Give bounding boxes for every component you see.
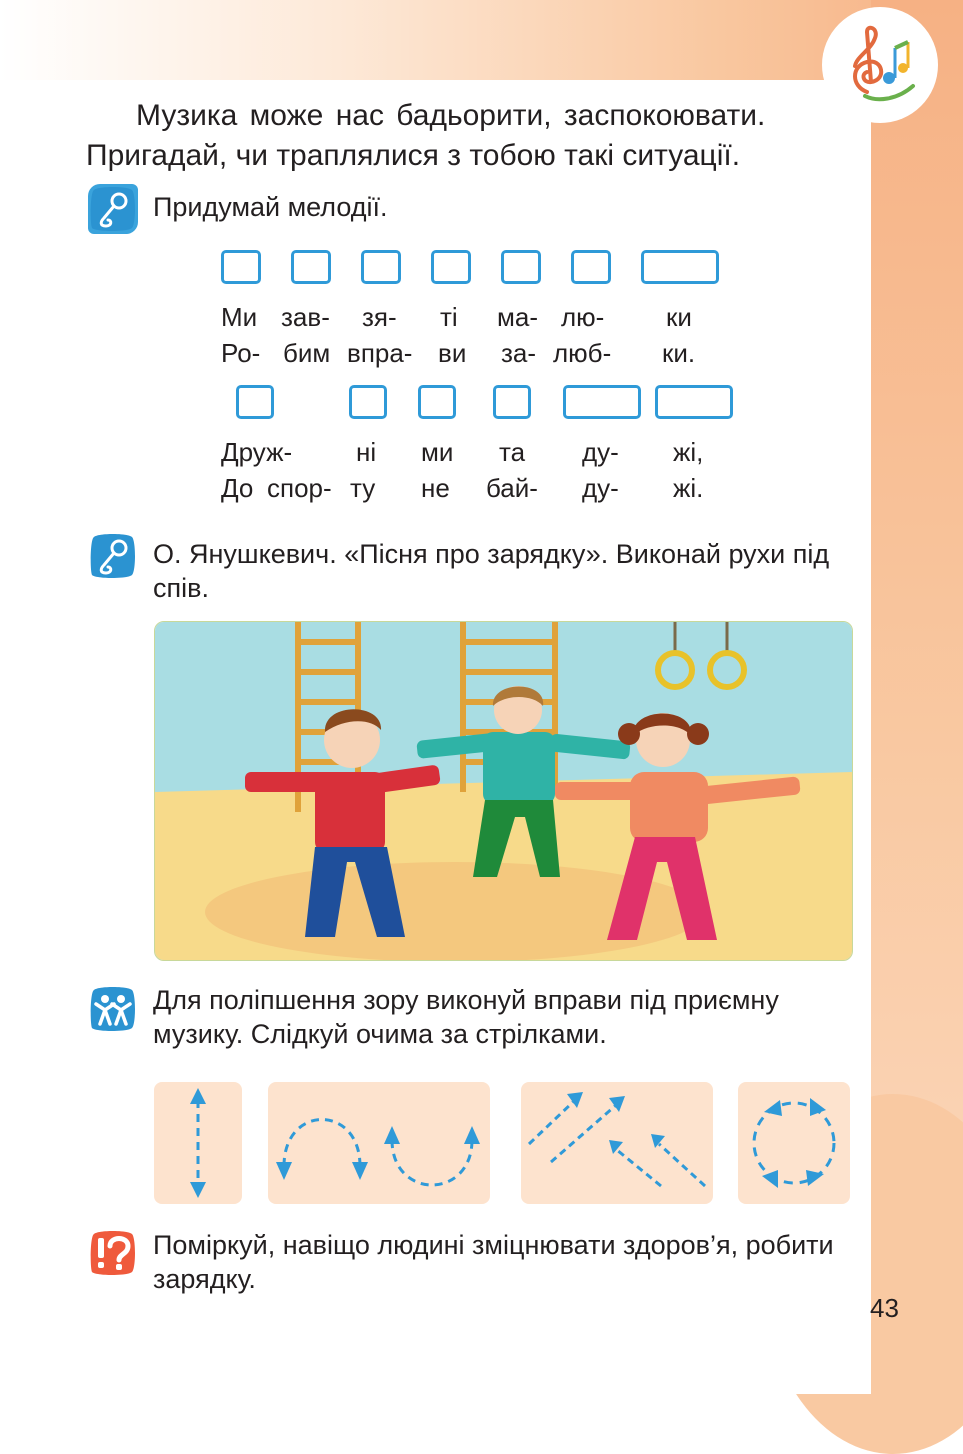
task-1-text: Придумай мелодії. — [153, 192, 388, 222]
diagonal-arrow-card — [521, 1082, 713, 1204]
syllable: спор- — [267, 473, 332, 503]
syllable: зав- — [281, 302, 330, 332]
page-number: 43 — [870, 1293, 899, 1323]
syllable: ні — [356, 437, 377, 467]
melody-box[interactable] — [361, 250, 401, 284]
question-exclamation-icon — [88, 1228, 138, 1278]
task-3-text: Для поліпшення зору виконуй вправи під приємну музику. Слідкуй очима за стрілками. — [153, 985, 779, 1049]
gym-illustration — [154, 621, 853, 961]
syllable: ки. — [662, 338, 696, 368]
top-band — [0, 0, 963, 80]
circle-arrow-card — [738, 1082, 850, 1204]
syllable: ду- — [582, 437, 619, 467]
syllable: ки — [666, 302, 692, 332]
melody-box[interactable] — [291, 250, 331, 284]
microphone-icon — [88, 184, 138, 234]
melody-box[interactable] — [221, 250, 261, 284]
syllable: впра- — [347, 338, 413, 368]
melody-box[interactable] — [431, 250, 471, 284]
arc-arrow-card — [268, 1082, 490, 1204]
task-4-text: Поміркуй, навіщо людині зміцнювати здоров’я, робити зарядку. — [153, 1230, 834, 1294]
syllable: жі. — [673, 473, 704, 503]
melody-box[interactable] — [655, 385, 733, 419]
syllable: не — [421, 473, 450, 503]
syllable: ту — [350, 473, 376, 503]
melody-box[interactable] — [563, 385, 641, 419]
melody-box[interactable] — [501, 250, 541, 284]
intro-line-1: Музика може нас бадьорити, заспокоювати. — [136, 99, 766, 132]
syllable: ду- — [582, 473, 619, 503]
melody-box[interactable] — [641, 250, 719, 284]
exercise-people-icon — [88, 984, 138, 1034]
syllable: та — [499, 437, 526, 467]
circular-arrows-icon — [738, 1082, 850, 1204]
melody-box[interactable] — [571, 250, 611, 284]
syllable: лю- — [561, 302, 605, 332]
syllable: бим — [283, 338, 331, 368]
task-2-text: О. Янушкевич. «Пісня про зарядку». Виконай рухи під спів. — [153, 539, 830, 603]
melody-box[interactable] — [236, 385, 274, 419]
syllable: ми — [421, 437, 454, 467]
syllable: люб- — [553, 338, 612, 368]
melody-box[interactable] — [493, 385, 531, 419]
microphone-icon — [88, 531, 138, 581]
syllable: бай- — [486, 473, 538, 503]
diagonal-arrows-icon — [521, 1082, 713, 1204]
syllable: ви — [438, 338, 467, 368]
vertical-arrow-card — [154, 1082, 242, 1204]
syllable: Друж- — [221, 437, 293, 467]
melody-box[interactable] — [349, 385, 387, 419]
intro-paragraph — [86, 96, 856, 176]
arc-arrows-icon — [268, 1082, 490, 1204]
syllable: До — [221, 473, 254, 503]
syllable: ма- — [497, 302, 538, 332]
syllable: Ро- — [221, 338, 261, 368]
melody-box[interactable] — [418, 385, 456, 419]
syllable: Ми — [221, 302, 258, 332]
syllable: жі, — [673, 437, 704, 467]
syllable: за- — [501, 338, 537, 368]
syllable: зя- — [362, 302, 397, 332]
intro-line-2: Пригадай, чи траплялися з тобою такі ситуації. — [86, 139, 741, 172]
syllable: ті — [440, 302, 458, 332]
vertical-arrows-icon — [154, 1082, 242, 1204]
